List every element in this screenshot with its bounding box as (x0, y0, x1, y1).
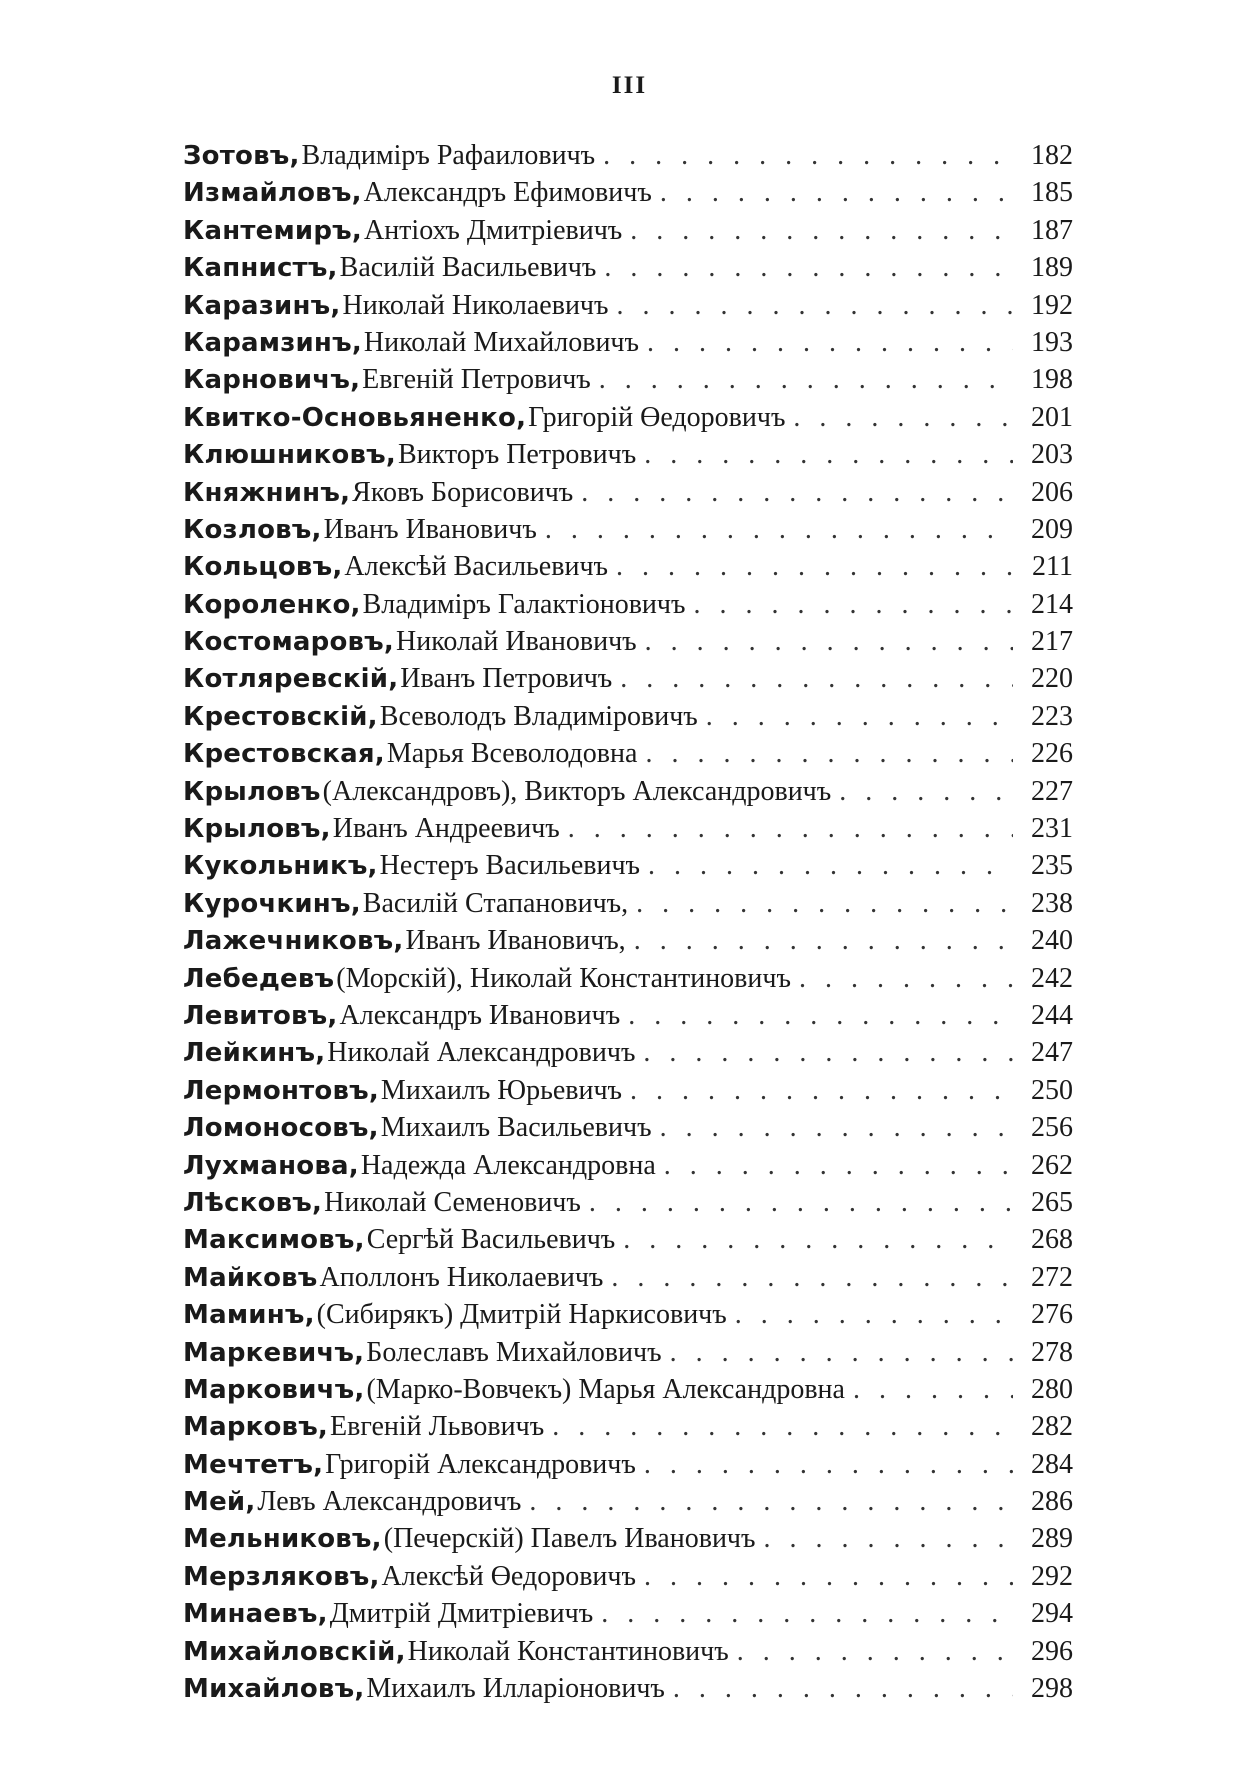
entry-given-names: Василій Стапановичъ, (362, 887, 629, 919)
toc-entry (183, 137, 1073, 174)
toc-entry (183, 810, 1073, 847)
toc-entry (183, 1072, 1073, 1109)
entry-page-number: 296 (1031, 1635, 1073, 1667)
entry-given-names: (Александровъ), Викторъ Александровичъ (322, 775, 832, 807)
entry-surname: Лейкинъ, (183, 1038, 326, 1069)
entry-page-number: 244 (1031, 999, 1073, 1031)
dot-leader (644, 1558, 1013, 1595)
toc-entry (183, 399, 1073, 436)
dot-leader (660, 1109, 1013, 1146)
entry-given-names: Владиміръ Галактіоновичъ (362, 588, 686, 620)
entry-page-number: 226 (1031, 738, 1073, 770)
entry-given-names: Надежда Александровна (360, 1149, 656, 1181)
dot-leader (644, 1446, 1013, 1483)
dot-leader (645, 735, 1013, 772)
entry-page-number: 231 (1031, 813, 1073, 845)
entry-surname: Капнистъ, (183, 253, 338, 284)
entry-surname: Крыловъ, (183, 814, 331, 845)
entry-given-names: Александръ Ивановичъ (339, 999, 621, 1031)
dot-leader (603, 137, 1013, 174)
entry-surname: Маминъ, (183, 1300, 315, 1331)
toc-entry (183, 511, 1073, 548)
entry-page-number: 298 (1031, 1673, 1073, 1705)
entry-page-number: 220 (1031, 663, 1073, 695)
entry-given-names: Григорій Өедоровичъ (528, 401, 786, 433)
toc-entry (183, 698, 1073, 735)
entry-page-number: 192 (1031, 289, 1073, 321)
entry-page-number: 276 (1031, 1299, 1073, 1331)
entry-surname: Маркевичъ, (183, 1337, 365, 1368)
toc-entry (183, 1408, 1073, 1445)
toc-entry (183, 960, 1073, 997)
dot-leader (623, 1221, 1013, 1258)
toc-entry (183, 922, 1073, 959)
entry-given-names: Михаилъ Юрьевичъ (380, 1074, 623, 1106)
dot-leader (737, 1633, 1013, 1670)
entry-page-number: 256 (1031, 1112, 1073, 1144)
toc-entry (183, 1558, 1073, 1595)
entry-page-number: 272 (1031, 1261, 1073, 1293)
entry-page-number: 223 (1031, 700, 1073, 732)
toc-entry (183, 1670, 1073, 1707)
toc-entry (183, 586, 1073, 623)
entry-surname: Крыловъ (183, 776, 321, 807)
entry-surname: Мерзляковъ, (183, 1561, 380, 1592)
entry-page-number: 227 (1031, 775, 1073, 807)
entry-page-number: 280 (1031, 1373, 1073, 1405)
dot-leader (644, 436, 1013, 473)
entry-page-number: 284 (1031, 1448, 1073, 1480)
toc-entry (183, 1259, 1073, 1296)
entry-given-names: (Печерскій) Павелъ Ивановичъ (383, 1523, 756, 1555)
entry-page-number: 185 (1031, 177, 1073, 209)
dot-leader (620, 660, 1013, 697)
entry-surname: Михайловскій, (183, 1636, 406, 1667)
entry-surname: Каразинъ, (183, 290, 341, 321)
entry-surname: Крестовскій, (183, 701, 378, 732)
toc-entry (183, 1483, 1073, 1520)
entry-given-names: Владиміръ Рафаиловичъ (301, 140, 596, 171)
entry-surname: Козловъ, (183, 514, 322, 545)
entry-page-number: 182 (1031, 140, 1073, 171)
dot-leader (630, 212, 1013, 249)
entry-given-names: Марья Всеволодовна (386, 738, 638, 770)
toc-entry (183, 287, 1073, 324)
entry-surname: Курочкинъ, (183, 888, 361, 919)
toc-entry (183, 1221, 1073, 1258)
entry-page-number: 268 (1031, 1224, 1073, 1256)
entry-surname: Котляревскій, (183, 664, 399, 695)
dot-leader (599, 361, 1013, 398)
dot-leader (628, 997, 1013, 1034)
entry-surname: Лебедевъ (183, 963, 335, 994)
dot-leader (581, 474, 1013, 511)
dot-leader (643, 1034, 1013, 1071)
entry-surname: Крестовская, (183, 739, 385, 770)
dot-leader (601, 1595, 1013, 1632)
toc-entry (183, 1371, 1073, 1408)
entry-page-number: 278 (1031, 1336, 1073, 1368)
entry-given-names: Алексѣй Васильевичъ (344, 551, 608, 583)
toc-entry (183, 548, 1073, 585)
toc-entry (183, 623, 1073, 660)
entry-given-names: Михаилъ Илларіоновичъ (366, 1673, 665, 1705)
entry-given-names: Аполлонъ Николаевичъ (319, 1261, 604, 1293)
entry-page-number: 262 (1031, 1149, 1073, 1181)
entry-surname: Короленко, (183, 589, 361, 620)
toc-entry (183, 773, 1073, 810)
entry-page-number: 193 (1031, 326, 1073, 358)
entry-page-number: 292 (1031, 1560, 1073, 1592)
entry-surname: Майковъ (183, 1262, 318, 1293)
entry-page-number: 294 (1031, 1598, 1073, 1630)
dot-leader (693, 586, 1013, 623)
dot-leader (616, 548, 1013, 585)
dot-leader (604, 249, 1013, 286)
entry-surname: Костомаровъ, (183, 627, 394, 658)
entry-given-names: Иванъ Андреевичъ (332, 813, 560, 845)
entry-surname: Кукольникъ, (183, 851, 378, 882)
toc-entry (183, 474, 1073, 511)
entry-page-number: 289 (1031, 1523, 1073, 1555)
entry-page-number: 286 (1031, 1486, 1073, 1518)
entry-surname: Карамзинъ, (183, 327, 362, 358)
dot-leader (589, 1184, 1013, 1221)
dot-leader (552, 1408, 1013, 1445)
dot-leader (735, 1296, 1013, 1333)
entry-given-names: Левъ Александровичъ (257, 1486, 522, 1518)
dot-leader (660, 174, 1013, 211)
entry-given-names: Михаилъ Васильевичъ (380, 1112, 652, 1144)
entry-given-names: (Марко-Вовчекъ) Марья Александровна (366, 1373, 845, 1405)
entry-page-number: 235 (1031, 850, 1073, 882)
toc-entry (183, 1109, 1073, 1146)
entry-page-number: 209 (1031, 513, 1073, 545)
entry-surname: Максимовъ, (183, 1225, 365, 1256)
entry-given-names: Николай Константиновичъ (407, 1635, 729, 1667)
entry-surname: Карновичъ, (183, 365, 361, 396)
entry-given-names: Нестеръ Васильевичъ (379, 850, 641, 882)
table-of-contents (183, 137, 1073, 1707)
dot-leader (645, 623, 1013, 660)
entry-page-number: 198 (1031, 364, 1073, 396)
dot-leader (616, 287, 1013, 324)
entry-surname: Мей, (183, 1487, 256, 1518)
entry-surname: Левитовъ, (183, 1000, 338, 1031)
toc-entry (183, 847, 1073, 884)
dot-leader (799, 960, 1013, 997)
toc-entry (183, 1633, 1073, 1670)
dot-leader (636, 885, 1013, 922)
entry-given-names: (Морскій), Николай Константиновичъ (336, 962, 791, 994)
toc-entry (183, 212, 1073, 249)
toc-entry (183, 885, 1073, 922)
entry-given-names: Александръ Ефимовичъ (363, 177, 652, 209)
toc-entry (183, 735, 1073, 772)
entry-given-names: Григорій Александровичъ (325, 1448, 636, 1480)
entry-given-names: Евгеній Львовичъ (330, 1411, 545, 1443)
dot-leader (630, 1072, 1013, 1109)
entry-surname: Клюшниковъ, (183, 440, 396, 471)
entry-surname: Измайловъ, (183, 178, 362, 209)
toc-entry (183, 361, 1073, 398)
toc-entry (183, 1184, 1073, 1221)
entry-page-number: 242 (1031, 962, 1073, 994)
dot-leader (634, 922, 1013, 959)
entry-surname: Минаевъ, (183, 1599, 328, 1630)
entry-given-names: Всеволодъ Владиміровичъ (379, 700, 698, 732)
dot-leader (764, 1520, 1014, 1557)
entry-surname: Лермонтовъ, (183, 1075, 379, 1106)
toc-entry (183, 324, 1073, 361)
entry-given-names: Алексѣй Өедоровичъ (381, 1560, 636, 1592)
entry-surname: Лажечниковъ, (183, 926, 404, 957)
entry-given-names: Николай Михайловичъ (363, 326, 639, 358)
entry-given-names: Антіохъ Дмитріевичъ (363, 214, 623, 246)
entry-given-names: Николай Ивановичъ (396, 626, 637, 658)
entry-page-number: 203 (1031, 439, 1073, 471)
entry-given-names: Иванъ Ивановичъ, (405, 925, 626, 957)
dot-leader (673, 1670, 1013, 1707)
dot-leader (611, 1259, 1013, 1296)
entry-page-number: 217 (1031, 626, 1073, 658)
toc-entry (183, 1520, 1073, 1557)
entry-page-number: 282 (1031, 1411, 1073, 1443)
toc-entry (183, 1446, 1073, 1483)
toc-entry (183, 1034, 1073, 1071)
entry-given-names: Яковъ Борисовичъ (352, 476, 574, 508)
entry-given-names: Болеславъ Михайловичъ (366, 1336, 662, 1368)
entry-page-number: 206 (1031, 476, 1073, 508)
toc-entry (183, 660, 1073, 697)
entry-surname: Марковъ, (183, 1412, 329, 1443)
dot-leader (568, 810, 1013, 847)
entry-page-number: 201 (1031, 401, 1073, 433)
entry-page-number: 247 (1031, 1037, 1073, 1069)
entry-given-names: Иванъ Петровичъ (400, 663, 613, 695)
dot-leader (670, 1334, 1013, 1371)
entry-surname: Кантемиръ, (183, 215, 362, 246)
entry-page-number: 214 (1031, 588, 1073, 620)
entry-surname: Лухманова, (183, 1150, 359, 1181)
entry-surname: Марковичъ, (183, 1374, 365, 1405)
entry-page-number: 187 (1031, 214, 1073, 246)
toc-entry (183, 249, 1073, 286)
entry-page-number: 211 (1032, 551, 1073, 583)
entry-given-names: Николай Александровичъ (327, 1037, 636, 1069)
toc-entry (183, 174, 1073, 211)
entry-surname: Мельниковъ, (183, 1524, 382, 1555)
dot-leader (647, 324, 1013, 361)
dot-leader (545, 511, 1013, 548)
entry-surname: Ломоносовъ, (183, 1113, 379, 1144)
dot-leader (839, 773, 1013, 810)
entry-surname: Зотовъ, (183, 141, 300, 171)
entry-given-names: Евгеній Петровичъ (362, 364, 591, 396)
entry-surname: Михайловъ, (183, 1674, 365, 1705)
dot-leader (529, 1483, 1013, 1520)
entry-given-names: Иванъ Ивановичъ (323, 513, 537, 545)
entry-page-number: 189 (1031, 252, 1073, 284)
entry-given-names: (Сибирякъ) Дмитрій Наркисовичъ (316, 1299, 727, 1331)
entry-surname: Кольцовъ, (183, 552, 343, 583)
dot-leader (853, 1371, 1013, 1408)
page-number: III (611, 72, 648, 99)
dot-leader (706, 698, 1013, 735)
entry-given-names: Василій Васильевичъ (339, 252, 597, 284)
entry-given-names: Сергѣй Васильевичъ (366, 1224, 616, 1256)
entry-surname: Квитко-Основьяненко, (183, 402, 527, 433)
toc-entry (183, 436, 1073, 473)
entry-page-number: 238 (1031, 887, 1073, 919)
toc-entry (183, 1595, 1073, 1632)
toc-entry (183, 1334, 1073, 1371)
entry-surname: Лѣсковъ, (183, 1187, 323, 1218)
entry-given-names: Дмитрій Дмитріевичъ (329, 1598, 594, 1630)
entry-page-number: 250 (1031, 1074, 1073, 1106)
entry-surname: Мечтетъ, (183, 1449, 324, 1480)
entry-given-names: Николай Николаевичъ (342, 289, 609, 321)
toc-entry (183, 1147, 1073, 1184)
entry-given-names: Викторъ Петровичъ (397, 439, 637, 471)
toc-entry (183, 1296, 1073, 1333)
entry-page-number: 240 (1031, 925, 1073, 957)
entry-page-number: 265 (1031, 1186, 1073, 1218)
dot-leader (664, 1147, 1013, 1184)
entry-surname: Княжнинъ, (183, 477, 351, 508)
dot-leader (793, 399, 1013, 436)
toc-entry (183, 997, 1073, 1034)
entry-given-names: Николай Семеновичъ (324, 1186, 581, 1218)
dot-leader (648, 847, 1013, 884)
